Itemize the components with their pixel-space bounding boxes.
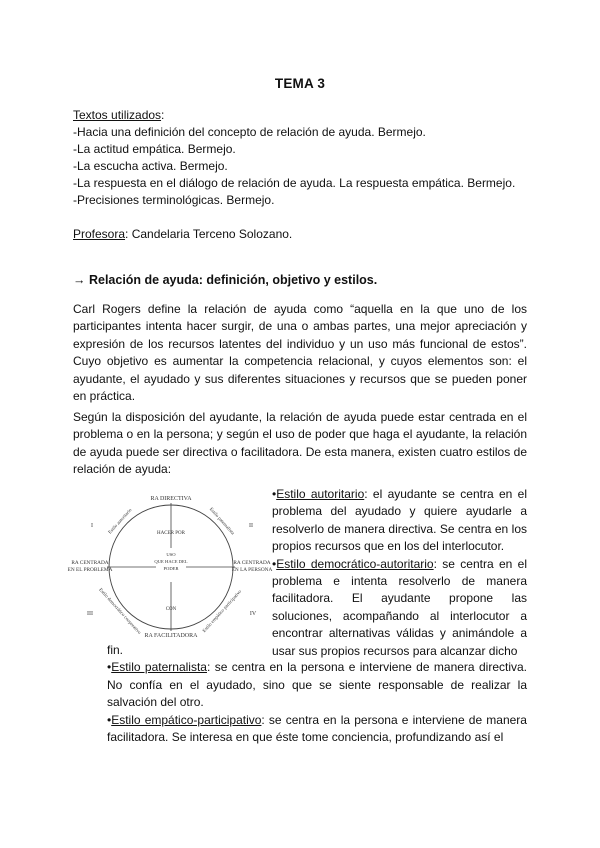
professor-value: : Candelaria Terceno Solozano.: [125, 227, 293, 241]
style-bullet: •: [272, 556, 277, 571]
diagram-arc-top-left: Estilo autoritario: [107, 507, 134, 536]
diagram-center-2: QUE HACE DEL: [154, 559, 188, 564]
style-2-end: fin.: [107, 643, 124, 657]
diagram-center-bottom: CON: [165, 607, 177, 612]
diagram-center-3: PODER: [163, 566, 179, 571]
text-item-2: -La actitud empática. Bermejo.: [73, 142, 236, 156]
style-desc: : se centra en la persona e interviene de manera directiva. No confía en el ayudado, sino que se siente responsable de realizar la salvación del otro.: [107, 660, 528, 710]
diagram-arc-bottom-right: Estilo empático participativo: [202, 589, 244, 634]
paragraph-definition: Carl Rogers define la relación de ayuda como “aquella en la que uno de los participantes intenta hacer surgir, de una o ambas partes, una mejor apreciación y expresión de los recursos latentes del individuo y un uso más funcional de estos”. Cuyo objetivo es aumentar la competencia relacional, y cuyos elementos son: el ayudante, el ayudado y sus diferentes situaciones y recursos que se pueden poner en práctica.: [73, 302, 527, 404]
text-item-5: -Precisiones terminológicas. Bermejo.: [73, 193, 275, 207]
diagram-center-1: USO: [166, 552, 176, 557]
diagram-bottom-label: RA FACILITADORA: [144, 633, 198, 639]
text-item-1: -Hacia una definición del concepto de relación de ayuda. Bermejo.: [73, 125, 426, 139]
styles-right-column: [272, 486, 527, 660]
diagram-arc-bottom-left: Estilo democrático cooperativo: [97, 587, 142, 636]
professor-line: [73, 226, 292, 243]
texts-label: Textos utilizados: [73, 108, 162, 122]
diagram-left-label-2: EN EL PROBLEMA: [67, 567, 113, 573]
style-name: Estilo autoritario: [276, 487, 365, 501]
diagram-quadrant-4: IV: [249, 611, 257, 617]
style-desc: : el ayudante se centra en el problema del ayudado y quiere ayudarle a resolverlo de manera directiva. Se centra en los propios recursos que en los del interlocutor.: [272, 487, 527, 554]
style-name: Estilo paternalista: [111, 660, 207, 675]
diagram-right-label-2: EN LA PERSONA: [231, 567, 273, 573]
diagram-arc-top-right: Estilo paternalista: [207, 507, 235, 537]
texts-label-line: [73, 107, 164, 124]
diagram-right-label-1: RA CENTRADA: [233, 560, 271, 566]
style-name: Estilo empático-participativo: [111, 712, 262, 727]
text-item-4: -La respuesta en el diálogo de relación de ayuda. La respuesta empática. Bermejo.: [73, 176, 516, 190]
text-item-3: -La escucha activa. Bermejo.: [73, 159, 228, 173]
style-desc: : se centra en el problema e intenta resolverlo de manera facilitadora. El ayudante propone las soluciones, acompañando al interlocutor a encontrar alternativas válidas y animándole a usar sus propios recursos para alcanzar dicho: [272, 556, 527, 658]
style-bullet: •: [272, 487, 277, 501]
style-desc: : se centra en la persona e interviene de manera facilitadora. Se interesa en que éste tome conciencia, profundizando así el: [107, 712, 527, 745]
diagram-left-label-1: RA CENTRADA: [71, 560, 109, 566]
page-title: TEMA 3: [274, 76, 326, 91]
section-heading: → Relación de ayuda: definición, objetivo y estilos.: [73, 273, 378, 287]
style-item-paternalist: [107, 659, 527, 711]
style-bullet: •: [107, 660, 112, 675]
paragraph-styles-intro: Según la disposición del ayudante, la relación de ayuda puede estar centrada en el problema o en la persona; y según el uso de poder que haga el ayudante, la relación de ayuda puede ser directiva o facilitadora. De esta manera, existen cuatro estilos de relación de ayuda:: [73, 410, 527, 477]
style-item-authoritarian: [272, 486, 527, 556]
diagram-center-top: HACER POR: [157, 531, 185, 536]
diagram-quadrant-1: I: [91, 523, 93, 529]
diagram-quadrant-2: II: [249, 523, 253, 529]
diagram-top-label: RA DIRECTIVA: [150, 496, 192, 502]
style-bullet: •: [107, 712, 112, 727]
diagram-quadrant-3: III: [87, 611, 93, 617]
style-name: Estilo democrático-autoritario: [276, 556, 434, 571]
texts-colon: :: [161, 108, 165, 122]
style-item-empathic: [107, 712, 527, 747]
help-styles-diagram: [67, 490, 273, 640]
professor-label: Profesora: [73, 227, 126, 241]
styles-bottom-block: [107, 642, 527, 746]
